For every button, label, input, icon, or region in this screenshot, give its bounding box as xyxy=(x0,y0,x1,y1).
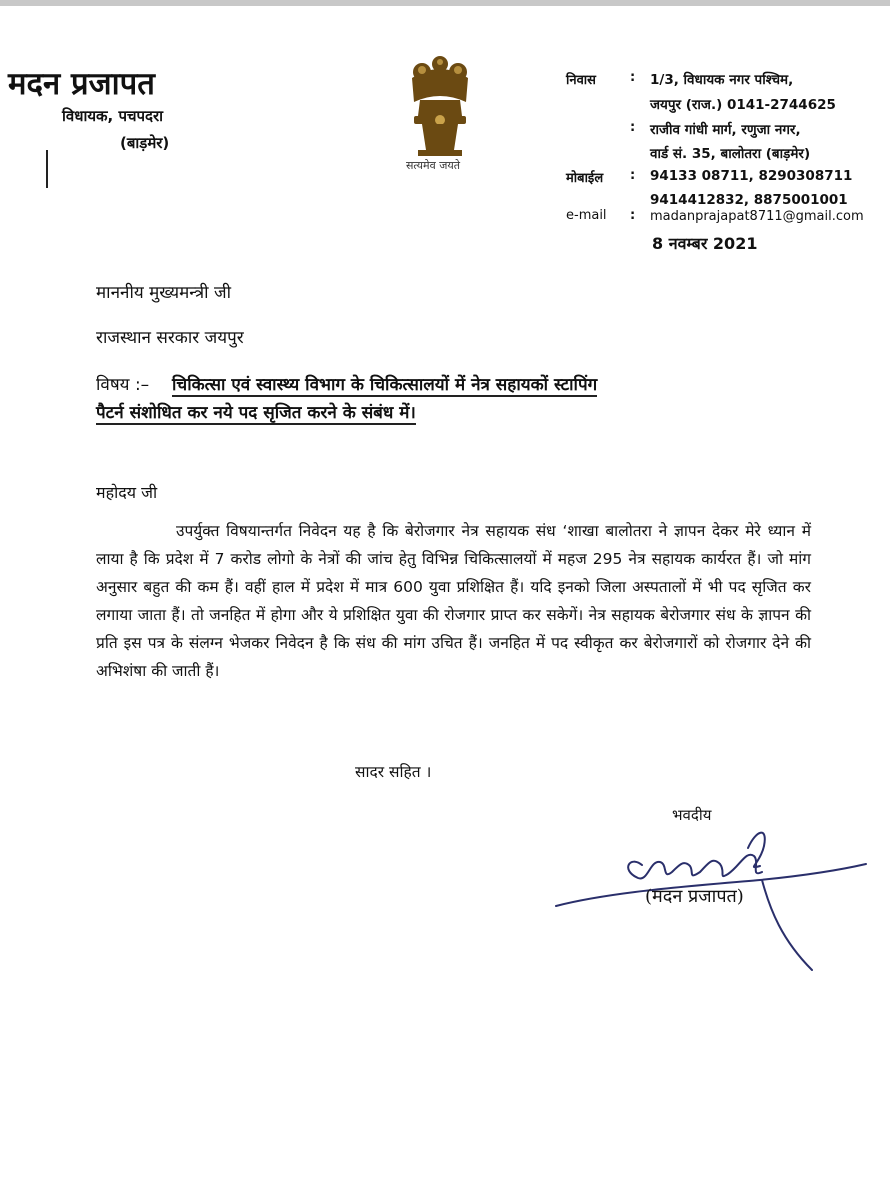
subject-line-1: चिकित्सा एवं स्वास्थ्य विभाग के चिकित्सालयों में नेत्र सहायकों स्टापिंग xyxy=(172,372,597,397)
colon: : xyxy=(630,70,636,85)
address2-line-1: राजीव गांधी मार्ग, रणुजा नगर, xyxy=(650,122,801,138)
residence-label: निवास xyxy=(566,73,596,88)
signatory-name: (मदन प्रजापत) xyxy=(645,886,744,907)
mobile-label: मोबाईल xyxy=(566,171,604,186)
closing-regards: सादर सहित । xyxy=(355,763,432,781)
mobile-line-1: 94133 08711, 8290308711 xyxy=(650,168,853,184)
subject-line-2: पैटर्न संशोधित कर नये पद सृजित करने के संबंध में। xyxy=(96,400,416,425)
email-address: madanprajapat8711@gmail.com xyxy=(650,209,864,224)
residence-line-1: 1/3, विधायक नगर पश्चिम, xyxy=(650,72,794,88)
margin-mark xyxy=(46,150,48,188)
colon: : xyxy=(630,120,636,135)
emblem-motto: सत्यमेव जयते xyxy=(406,159,461,172)
letter-body: उपर्युक्त विषयान्तर्गत निवेदन यह है कि बेरोजगार नेत्र सहायक संध ‘शाखा बालोतरा ने ज्ञापन देकर मेरे ध्यान में लाया है कि प्रदेश में 7 करोड लोगो के नेत्रों की जांच हेतु विभिन्न चिकित्सालयों में महज 295 नेत्र सहायक कार्यरत हैं। जो मांग अनुसार बहुत की कम हैं। वहीं हाल में प्रदेश में मात्र 600 युवा प्रशिक्षित हैं। यदि इनको जिला अस्पतालों में भी पद सृजित कर लगाया जाता हैं। तो जनहित में होगा और ये प्रशिक्षित युवा की रोजगार प्राप्त कर सकेगें। नेत्र सहायक बेरोजगार संध के ज्ञापन की प्रति इस पत्र के संलग्न भेजकर निवेदन है कि संध की मांग उचित हैं। जनहित में पद स्वीकृत कर बेरोजगारों को रोजगार देने की अभिशंषा की जाती हैं। xyxy=(96,522,811,680)
letter-date: 8 नवम्बर 2021 xyxy=(652,234,758,253)
residence-line-2: जयपुर (राज.) 0141-2744625 xyxy=(650,97,836,113)
email-label: e-mail xyxy=(566,208,607,223)
mla-name: मदन प्रजापत xyxy=(8,66,155,102)
colon: : xyxy=(630,208,636,223)
signoff: भवदीय xyxy=(672,806,712,824)
recipient-government: राजस्थान सरकार जयपुर xyxy=(96,328,244,348)
national-emblem-icon xyxy=(400,50,480,170)
recipient-salutation: माननीय मुख्यमन्त्री जी xyxy=(96,283,231,303)
mla-designation: विधायक, पचपदरा xyxy=(62,107,164,125)
mobile-line-2: 9414412832, 8875001001 xyxy=(650,192,848,208)
subject-label: विषय :– xyxy=(96,375,150,395)
top-border xyxy=(0,0,890,6)
colon: : xyxy=(630,168,636,183)
greeting: महोदय जी xyxy=(96,483,158,502)
mla-district: (बाड़मेर) xyxy=(120,134,170,152)
address2-line-2: वार्ड सं. 35, बालोतरा (बाड़मेर) xyxy=(650,146,811,162)
